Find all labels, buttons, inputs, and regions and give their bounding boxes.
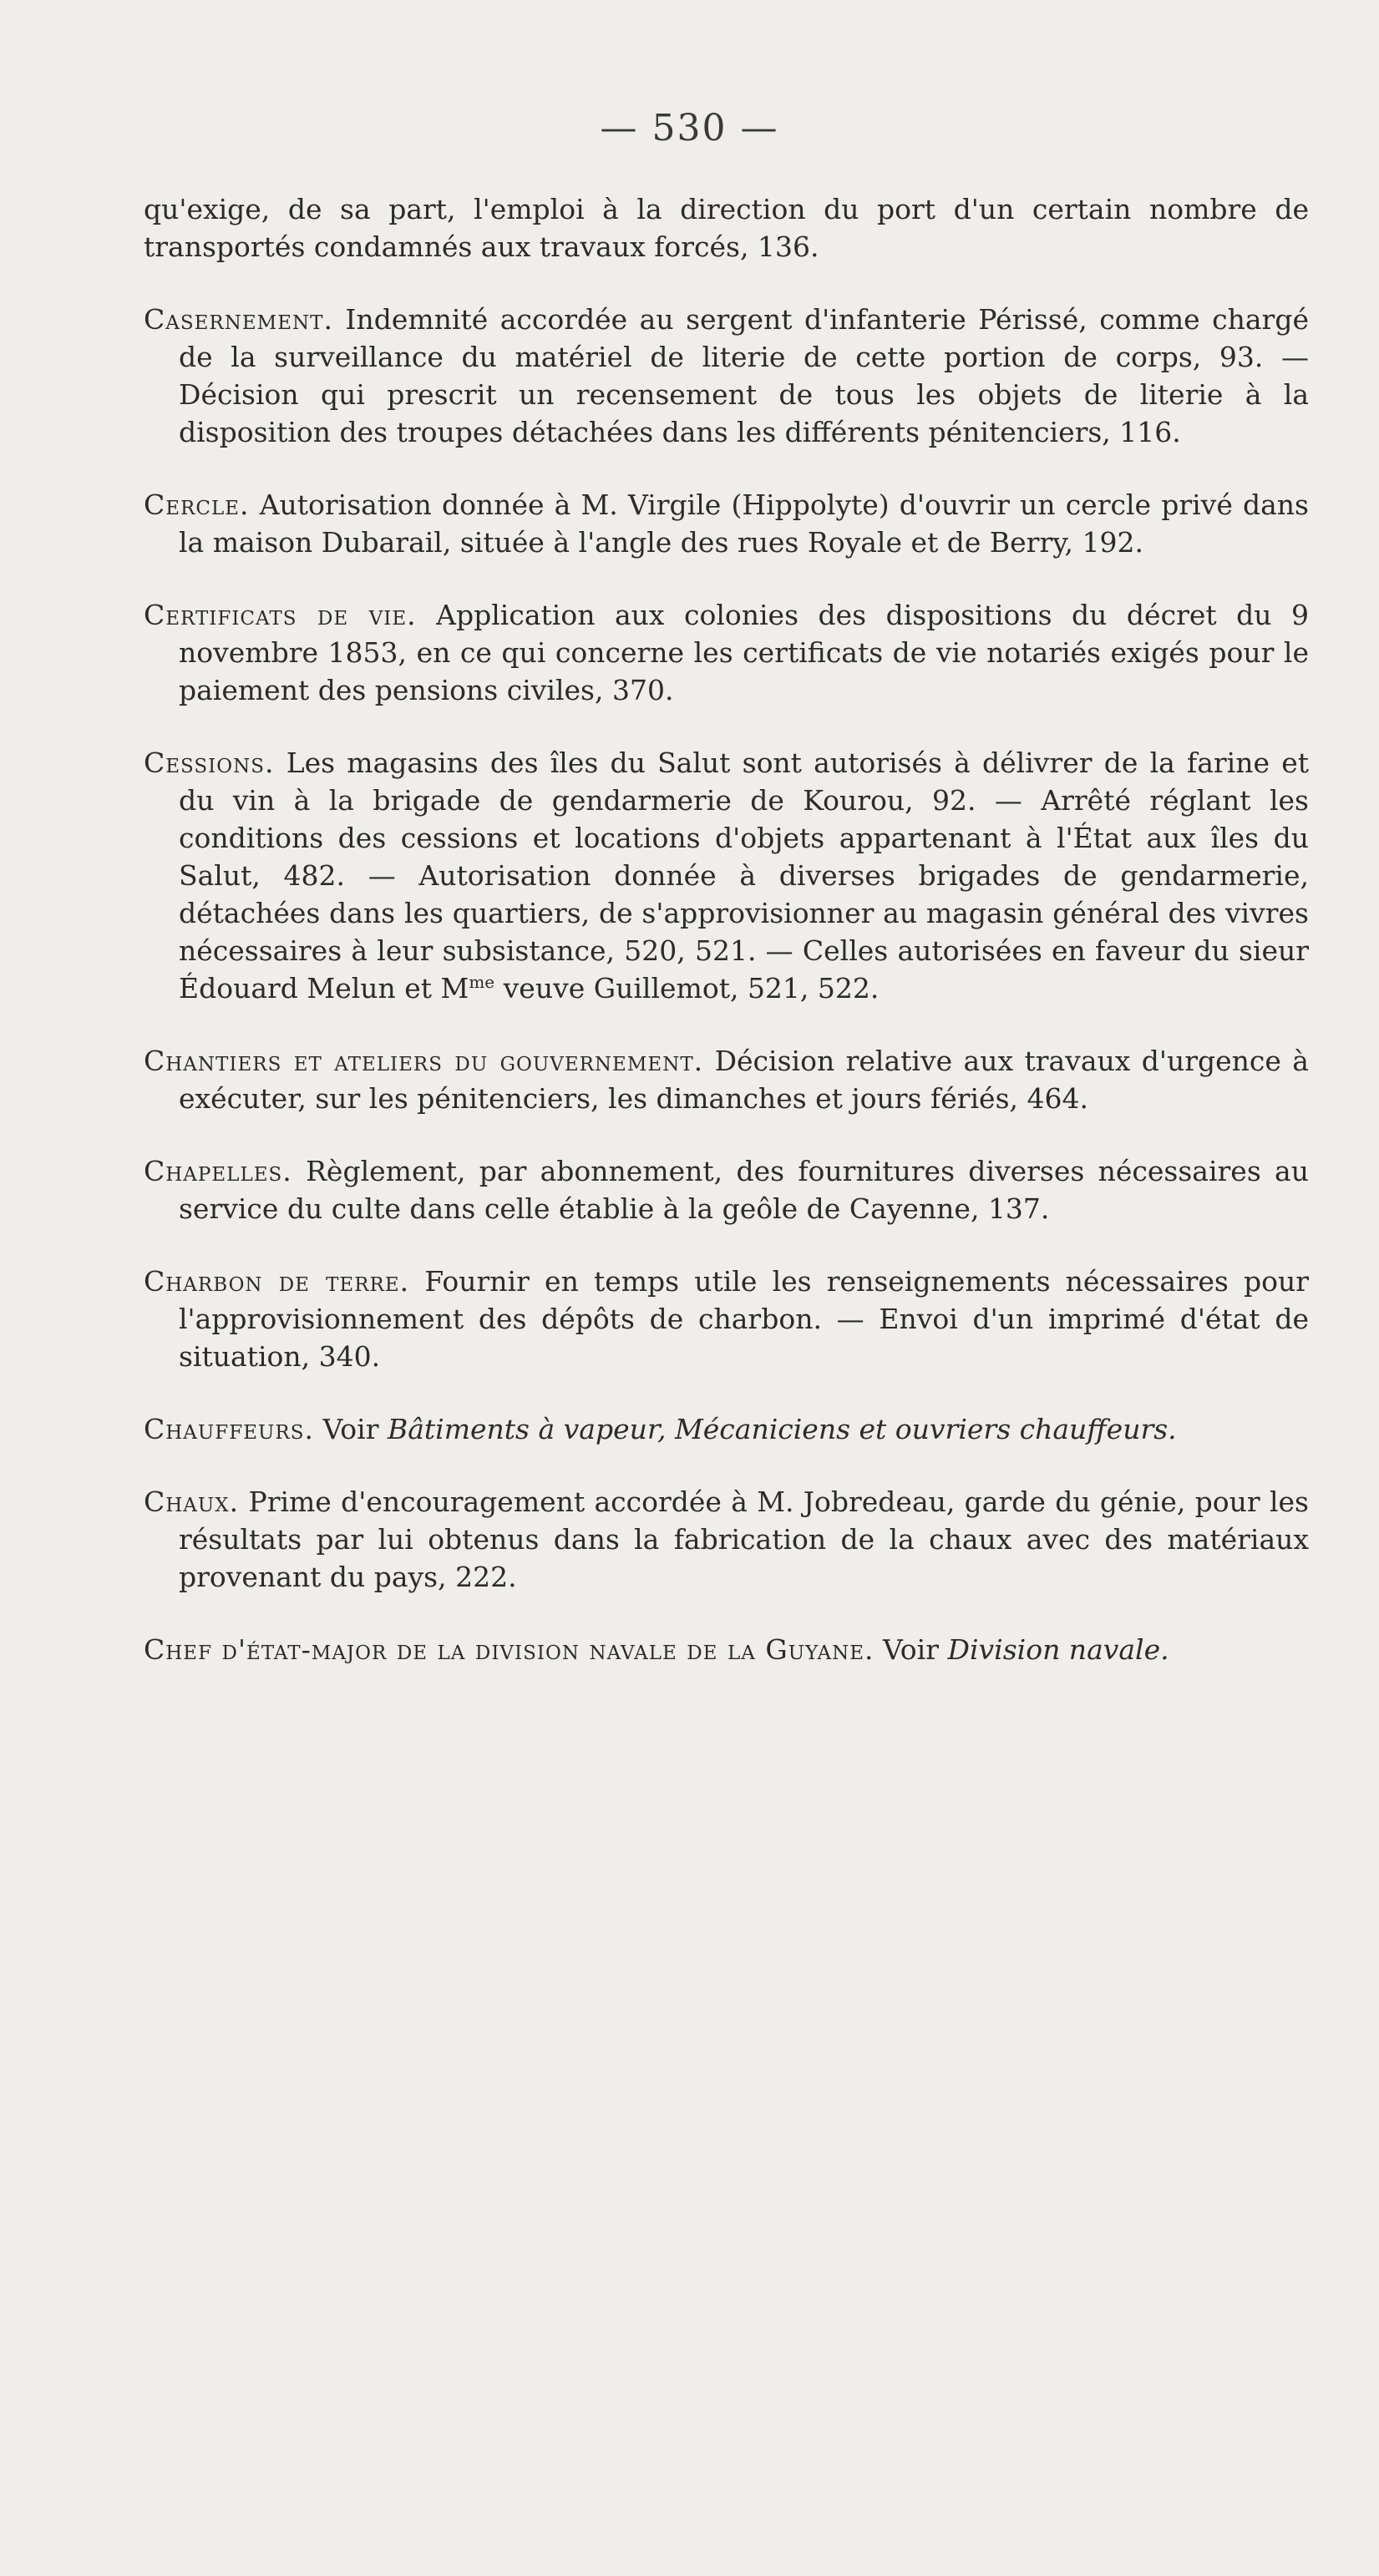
index-entry-chaux	[144, 1483, 1309, 1596]
entry-body: Décision relative aux travaux d'urgence à exécuter, sur les pénitenciers, les dimanches et jours fériés, 464.	[179, 1045, 1309, 1115]
entry-heading: Cercle.	[144, 488, 250, 521]
entry-body: Voir	[883, 1633, 939, 1666]
index-entry-cercle	[144, 486, 1309, 561]
index-entry-chantiers	[144, 1042, 1309, 1117]
index-entry-chef-etat-major	[144, 1631, 1309, 1668]
index-entry-certificats-de-vie	[144, 596, 1309, 709]
continuation-text: qu'exige, de sa part, l'emploi à la direction du port d'un certain nombre de transportés condamnés aux travaux forcés, 136.	[144, 193, 1309, 263]
entry-body: Indemnité accordée au sergent d'infanterie Périssé, comme chargé de la surveillance du matériel de literie de cette portion de corps, 93. — Décision qui prescrit un recensement de tous les objets de literie à la disposition des troupes détachées dans les différents pénitenciers, 116.	[179, 303, 1309, 448]
continuation-paragraph	[144, 190, 1309, 266]
index-entry-chauffeurs	[144, 1410, 1309, 1448]
index-entry-charbon-de-terre	[144, 1263, 1309, 1375]
entry-body: Application aux colonies des dispositions du décret du 9 novembre 1853, en ce qui concerne les certificats de vie notariés exigés pour le paiement des pensions civiles, 370.	[179, 599, 1309, 706]
superscript-me: me	[469, 972, 495, 992]
entry-heading: Chantiers et ateliers du gouvernement.	[144, 1045, 704, 1077]
entry-body: Voir	[322, 1413, 379, 1445]
cross-reference: Bâtiments à vapeur, Mécaniciens et ouvriers chauffeurs.	[387, 1413, 1177, 1445]
entry-body-end: veuve Guillemot, 521, 522.	[494, 972, 880, 1005]
entry-body: Prime d'encouragement accordée à M. Jobredeau, garde du génie, pour les résultats par lui obtenus dans la fabrication de la chaux avec des matériaux provenant du pays, 222.	[179, 1485, 1309, 1593]
cross-reference: Division navale.	[947, 1633, 1169, 1666]
page-number: — 530 —	[600, 107, 779, 149]
entry-heading: Chef d'état-major de la division navale de la Guyane.	[144, 1633, 875, 1666]
index-entry-casernement	[144, 301, 1309, 451]
entry-heading: Certificats de vie.	[144, 599, 417, 631]
index-text	[144, 190, 1309, 1703]
entry-heading: Chaux.	[144, 1485, 240, 1518]
entry-body: Fournir en temps utile les renseignements nécessaires pour l'approvisionnement des dépôts de charbon. — Envoi d'un imprimé d'état de situation, 340.	[179, 1265, 1309, 1373]
entry-body: Règlement, par abonnement, des fournitures diverses nécessaires au service du culte dans celle établie à la geôle de Cayenne, 137.	[179, 1155, 1309, 1225]
entry-heading: Cessions.	[144, 746, 275, 779]
entry-body: Autorisation donnée à M. Virgile (Hippolyte) d'ouvrir un cercle privé dans la maison Dubarail, située à l'angle des rues Royale et de Berry, 192.	[179, 488, 1309, 559]
entry-heading: Chapelles.	[144, 1155, 292, 1187]
entry-heading: Charbon de terre.	[144, 1265, 410, 1298]
index-entry-cessions	[144, 744, 1309, 1007]
entry-body: Les magasins des îles du Salut sont autorisés à délivrer de la farine et du vin à la brigade de gendarmerie de Kourou, 92. — Arrêté réglant les conditions des cessions et locations d'objets appartenant à l'État aux îles du Salut, 482. — Autorisation donnée à diverses brigades de gendarmerie, détachées dans les quartiers, de s'approvisionner au magasin général des vivres nécessaires à leur subsistance, 520, 521. — Celles autorisées en faveur du sieur Édouard Melun et M	[179, 746, 1309, 1005]
entry-heading: Casernement.	[144, 303, 333, 336]
entry-heading: Chauffeurs.	[144, 1413, 314, 1445]
index-entry-chapelles	[144, 1152, 1309, 1227]
